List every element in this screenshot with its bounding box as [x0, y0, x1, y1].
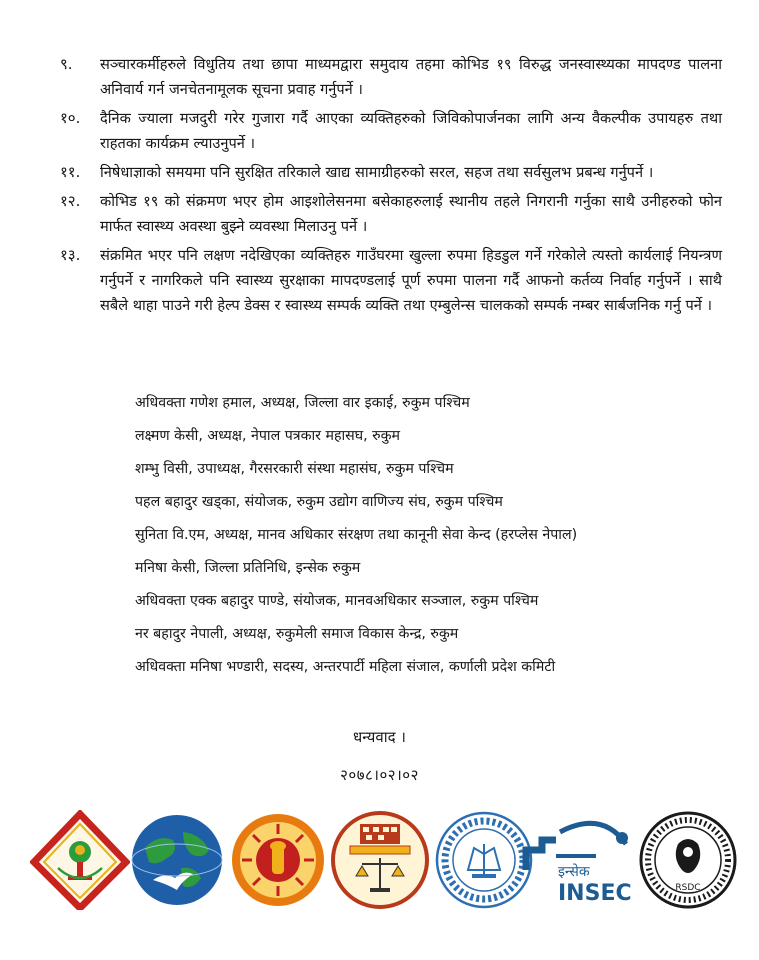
item-number: १३.: [60, 246, 81, 264]
signatory: अधिवक्ता एक्क बहादुर पाण्डे, संयोजक, मानवअधिकार सञ्जाल, रुकुम पश्चिम: [135, 593, 539, 609]
item-number: ९.: [60, 55, 73, 73]
organization-logos-row: [30, 810, 742, 910]
rsdc-logo-text: RSDC: [675, 883, 701, 893]
signatory: शम्भु विसी, उपाध्यक्ष, गैरसरकारी संस्था महासंघ, रुकुम पश्चिम: [135, 461, 454, 477]
item-text: कोभिड १९ को संक्रमण भएर होम आइशोलेसनमा बसेकाहरुलाई स्थानीय तहले निगरानी गर्नुका साथै उनीहरुको फोन मार्फत स्वास्थ्य अवस्था बुझ्ने व्यवस्था मिलाउनु पर्ने ।: [100, 193, 722, 235]
document-date: २०७८।०२।०२: [340, 766, 419, 784]
list-item: [60, 189, 722, 239]
signatory: लक्ष्मण केसी, अध्यक्ष, नेपाल पत्रकार महासघ, रुकुम: [135, 428, 401, 444]
signatory: नर बहादुर नेपाली, अध्यक्ष, रुकुमेली समाज विकास केन्द्र, रुकुम: [135, 626, 459, 642]
item-number: १२.: [60, 192, 81, 210]
signatory: सुनिता वि.एम, अध्यक्ष, मानव अधिकार संरक्षण तथा कानूनी सेवा केन्द (हरप्लेस नेपाल): [135, 527, 578, 543]
insec-logo-text-en: INSEC: [558, 881, 632, 906]
item-text: संक्रमित भएर पनि लक्षण नदेखिएका व्यक्तिहरु गाउँघरमा खुल्ला रुपमा हिडडुल गर्ने गरेकोले त्यस्तो कार्यलाई नियन्त्रण गर्नुपर्ने र नागरिकले पनि स्वास्थ्य सुरक्षाका मापदण्डलाई पूर्ण रुपमा पालना गर्दै आफनो कर्तव्य निर्वाह गर्नुपर्ने । साथै सबैले थाहा पाउने गरी हेल्प डेक्स र स्वास्थ्य सम्पर्क व्यक्ति तथा एम्बुलेन्स चालकको सम्पर्क नम्बर सार्बजनिक गर्नु पर्ने ।: [100, 247, 722, 314]
insec-logo: [522, 810, 634, 910]
item-text: दैनिक ज्याला मजदुरी गरेर गुजारा गर्दै आएका व्यक्तिहरुको जिविकोपार्जनका लागि अन्य वैकल्पीक उपायहरु तथा राहतका कार्यक्रम ल्याउनुपर्ने ।: [100, 110, 722, 152]
signatory: अधिवक्ता मनिषा भण्डारी, सदस्य, अन्तरपार्टी महिला संजाल, कर्णाली प्रदेश कमिटी: [135, 659, 556, 675]
signatory: पहल बहादुर खड्का, संयोजक, रुकुम उद्योग वाणिज्य संघ, रुकुम पश्चिम: [135, 494, 503, 510]
ngo-federation-sun-logo: [228, 810, 328, 910]
list-item: [60, 243, 722, 318]
item-number: ११.: [60, 163, 81, 181]
numbered-demands-list: [60, 52, 722, 322]
list-item: [60, 160, 722, 185]
item-text: निषेधाज्ञाको समयमा पनि सुरक्षित तरिकाले खाद्य सामाग्रीहरुको सरल, सहज तथा सर्वसुलभ प्रबन्ध गर्नुपर्ने ।: [100, 164, 654, 181]
signatory: मनिषा केसी, जिल्ला प्रतिनिधि, इन्सेक रुकुम: [135, 560, 361, 576]
chamber-of-commerce-logo: [330, 810, 430, 910]
signatories-list: [135, 392, 715, 689]
journalists-federation-globe-logo: [127, 810, 227, 910]
list-item: [60, 52, 722, 102]
item-number: १०.: [60, 109, 81, 127]
signatory: अधिवक्ता गणेश हमाल, अध्यक्ष, जिल्ला वार इकाई, रुकुम पश्चिम: [135, 395, 470, 411]
item-text: सञ्चारकर्मीहरुले विधुतिय तथा छापा माध्यमद्वारा समुदाय तहमा कोभिड १९ विरुद्ध जनस्वास्थ्यका मापदण्ड पालना अनिवार्य गर्न जनचेतनामूलक सूचना प्रवाह गर्नुपर्ने ।: [100, 56, 722, 98]
insec-logo-text: इन्सेक: [558, 864, 590, 880]
bar-association-logo: [30, 810, 130, 910]
human-rights-legal-service-seal: [434, 810, 534, 910]
closing-thanks: धन्यवाद ।: [353, 728, 406, 746]
rsdc-seal: [638, 810, 738, 910]
list-item: [60, 106, 722, 156]
